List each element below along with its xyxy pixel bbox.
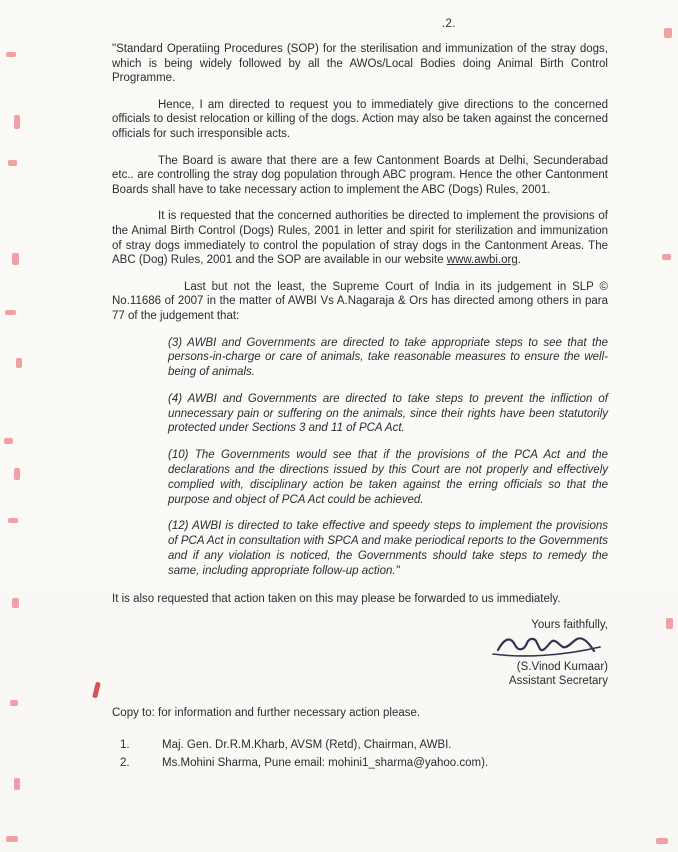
scan-mark (664, 28, 672, 38)
paragraph-abc-rules (112, 209, 608, 267)
scan-mark (5, 310, 16, 315)
judgement-quote-10: (10) The Governments would see that if the provisions of the PCA Act and the declarations and the directions issued by this Court are not properly and effectively complied with, disciplinary action be taken against the erring officials so that the purpose and object of PCA Act could be achieved. (168, 449, 608, 506)
scan-mark (10, 700, 18, 706)
scan-mark (14, 778, 20, 790)
scan-mark (6, 836, 18, 842)
scan-mark (8, 518, 18, 523)
paragraph-abc-rules-text: It is requested that the concerned authorities be directed to implement the provisions of the Animal Birth Control (Dogs) Rules, 2001 in letter and spirit for sterilization and immunization of stray dogs immediately to control the population of stray dogs in the Cantonment Areas. The ABC (Dog) Rules, 2001 and the SOP are available in our website (112, 210, 608, 267)
paragraph-board-aware: The Board is aware that there are a few Cantonment Boards at Delhi, Secunderabad etc.. are controlling the stray dog population through ABC program. Hence the other Cantonment Boards shall have to take necessary action to implement the ABC (Dogs) Rules, 2001. (112, 154, 608, 196)
signatory-title: Assistant Secretary (508, 675, 608, 688)
closing-request: It is also requested that action taken on this may please be forwarded to us immediately. (112, 592, 561, 605)
scan-mark (6, 52, 16, 57)
list-item (112, 738, 608, 753)
pen-mark (92, 682, 101, 699)
scan-mark (12, 598, 19, 608)
signoff-block (112, 618, 608, 689)
paragraph-supreme-court: Last but not the least, the Supreme Court of India in its judgement in SLP © No.11686 of 2007 in the matter of AWBI Vs A.Nagaraja & Ors has directed among others in para 77 of the judgement that: (112, 280, 608, 322)
copy-to-line: Copy to: for information and further necessary action please. (112, 706, 421, 719)
letter-content (112, 18, 608, 771)
judgement-quote-3: (3) AWBI and Governments are directed to take appropriate steps to see that the persons-in-charge or care of animals, take reasonable measures to ensure the well-being of animals. (168, 336, 608, 379)
signature (112, 633, 608, 660)
scan-mark (656, 838, 668, 844)
scan-mark (662, 254, 671, 260)
scan-mark (14, 115, 20, 129)
scan-mark (666, 618, 673, 629)
recipient-number: 1. (120, 739, 130, 752)
judgement-quote-12: (12) AWBI is directed to take effective and speedy steps to implement the provisions of PCA Act in consultation with SPCA and make periodical reports to the Governments and if any violation is noticed, the Governments should take steps to remedy the same, including appropriate follow-up action." (168, 520, 608, 577)
salutation: Yours faithfully, (531, 619, 608, 632)
scan-mark (4, 438, 13, 444)
page-number: .2. (441, 18, 457, 30)
paragraph-sop: "Standard Operatiing Procedures (SOP) for the sterilisation and immunization of the stray dogs, which is being widely followed by all the AWOs/Local Bodies doing Animal Birth Control Programme. (112, 43, 608, 85)
recipient-text: Maj. Gen. Dr.R.M.Kharb, AVSM (Retd), Chairman, AWBI. (162, 739, 452, 752)
recipient-number: 2. (120, 756, 130, 769)
scan-mark (12, 253, 19, 265)
recipient-text: Ms.Mohini Sharma, Pune email: mohini1_sharma@yahoo.com). (162, 756, 489, 769)
signature-scribble (490, 633, 602, 660)
recipients-list (112, 738, 608, 770)
paragraph-directions: Hence, I am directed to request you to immediately give directions to the concerned officials to desist relocation or killing of the dogs. Action may also be taken against the concerned officials for such irresponsible acts. (112, 98, 608, 140)
scan-mark (8, 160, 17, 166)
signatory-name: (S.Vinod Kumaar) (516, 660, 608, 673)
awbi-website-link[interactable]: www.awbi.org (446, 254, 518, 267)
scan-mark (14, 468, 20, 480)
paragraph-abc-rules-period: . (517, 254, 521, 267)
scan-mark (16, 358, 22, 368)
list-item (112, 756, 608, 771)
judgement-quote-4: (4) AWBI and Governments are directed to take steps to prevent the infliction of unnecessary pain or suffering on the animals, since their rights have been statutorily protected under Sections 3 and 11 of PCA Act. (168, 392, 608, 435)
